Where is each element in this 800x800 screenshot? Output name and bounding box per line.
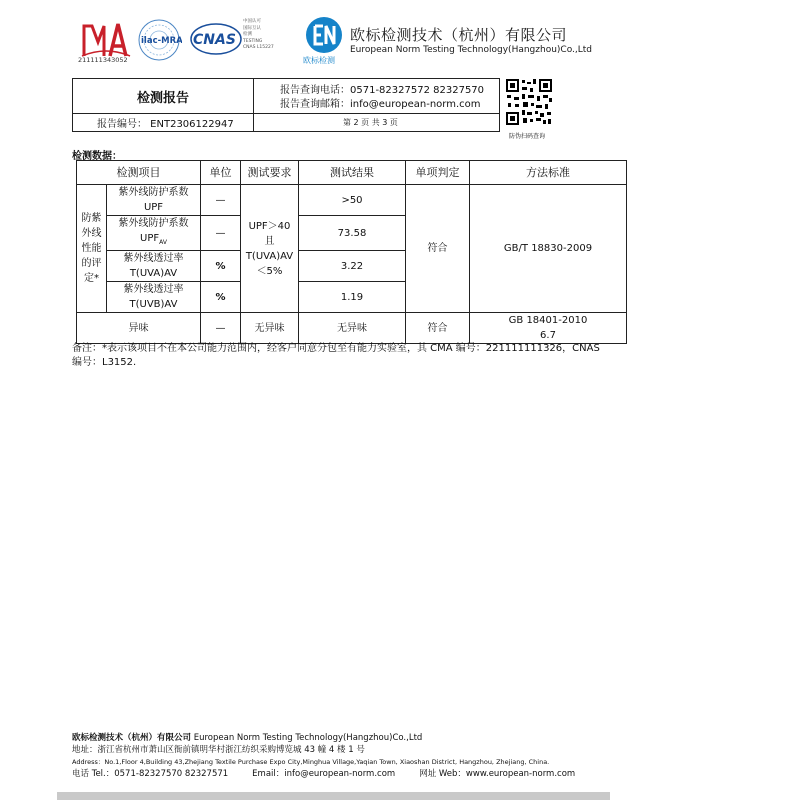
header-judgement: 单项判定 [406, 161, 470, 185]
qr-code[interactable] [505, 78, 553, 126]
report-title: 检测报告 [73, 79, 254, 113]
odor-judgement-cell: 符合 [406, 313, 470, 344]
unit-cell: % [201, 282, 241, 313]
ilac-mra-logo [137, 18, 182, 63]
result-cell: 1.19 [299, 282, 406, 313]
result-cell: 3.22 [299, 251, 406, 282]
item-cell: 紫外线透过率 T(UVB)AV [107, 282, 201, 313]
cnas-small-text: 中国认可 国际互认 检测 TESTING CNAS L15227 [243, 19, 274, 50]
header-requirement: 测试要求 [241, 161, 299, 185]
footer-address-en: Address：No.1,Floor 4,Building 43,Zhejiang Textile Purchase Expo City,Minghua Village,Yaqian Town, Xiaoshan District, Hangzhou, Zhejiang, China. [72, 758, 550, 766]
report-phone: 报告查询电话：0571-82327572 82327570 [280, 85, 485, 96]
header-divider [73, 113, 499, 114]
footer [72, 732, 612, 780]
test-data-table [76, 160, 627, 344]
table-header-row [77, 161, 627, 185]
item-cell: 紫外线防护系数 $UPF_{AV}$ [107, 216, 201, 251]
odor-result-cell: 无异味 [299, 313, 406, 344]
standard-cell: GB/T 18830-2009 [470, 185, 627, 313]
report-header-box [72, 78, 500, 132]
company-name-en: European Norm Testing Technology(Hangzhou)Co.,Ltd [350, 45, 593, 55]
judgement-cell: 符合 [406, 185, 470, 313]
cma-number: 211111343052 [78, 56, 128, 64]
result-cell: >50 [299, 185, 406, 216]
footer-website: 网址 Web：www.european-norm.com [419, 769, 576, 779]
cnas-logo [190, 22, 242, 56]
odor-requirement-cell: 无异味 [241, 313, 299, 344]
category-cell: 防紫 外线 性能 的评 定* [77, 185, 107, 313]
footer-company-en: European Norm Testing Technology(Hangzhou)Co.,Ltd [193, 733, 423, 743]
header-unit: 单位 [201, 161, 241, 185]
brand-sub: 欧标检测 [303, 56, 335, 65]
page-info: 第 2 页 共 3 页 [343, 118, 398, 127]
ilac-label: ilac-MRA [141, 36, 182, 46]
footer-address-cn: 地址：浙江省杭州市萧山区衙前镇明华村浙江纺织采购博览城 43 幢 4 楼 1 号 [72, 745, 365, 755]
table-row [77, 313, 627, 344]
page-scrollbar[interactable] [57, 792, 610, 800]
qr-label: 防伪扫码查询 [509, 133, 546, 140]
result-cell: 73.58 [299, 216, 406, 251]
header-result: 测试结果 [299, 161, 406, 185]
remark-note: 备注：*表示该项目不在本公司能力范围内，经客户同意分包至有能力实验室，其 CMA 编号：221111111326，CNAS 编号：L3152. [72, 343, 600, 368]
report-email: 报告查询邮箱：info@european-norm.com [280, 99, 481, 110]
item-cell: 紫外线透过率 T(UVA)AV [107, 251, 201, 282]
cnas-label: CNAS [193, 32, 236, 48]
footer-email: Email：info@european-norm.com [252, 769, 396, 779]
odor-standard-cell: GB 18401-2010 6.7 [470, 313, 627, 344]
section-label: 检测数据： [72, 151, 122, 162]
brand-logo [305, 16, 343, 54]
footer-phone: 电话 Tel.：0571-82327570 82327571 [72, 769, 229, 779]
odor-unit-cell: — [201, 313, 241, 344]
company-name-cn: 欧标检测技术（杭州）有限公司 [350, 26, 568, 44]
unit-cell: — [201, 185, 241, 216]
unit-cell: % [201, 251, 241, 282]
footer-company-cn: 欧标检测技术（杭州）有限公司 [72, 733, 192, 743]
viewer-background [610, 0, 800, 800]
header-item: 检测项目 [77, 161, 201, 185]
odor-item-cell: 异味 [77, 313, 201, 344]
unit-cell: — [201, 216, 241, 251]
table-row [77, 185, 627, 216]
report-number: 报告编号： ENT2306122947 [97, 119, 234, 130]
requirement-cell: UPF＞40 且 T(UVA)AV ＜5% [241, 185, 299, 313]
header-standard: 方法标准 [470, 161, 627, 185]
item-cell: 紫外线防护系数 UPF [107, 185, 201, 216]
header-divider-vertical [253, 113, 254, 131]
